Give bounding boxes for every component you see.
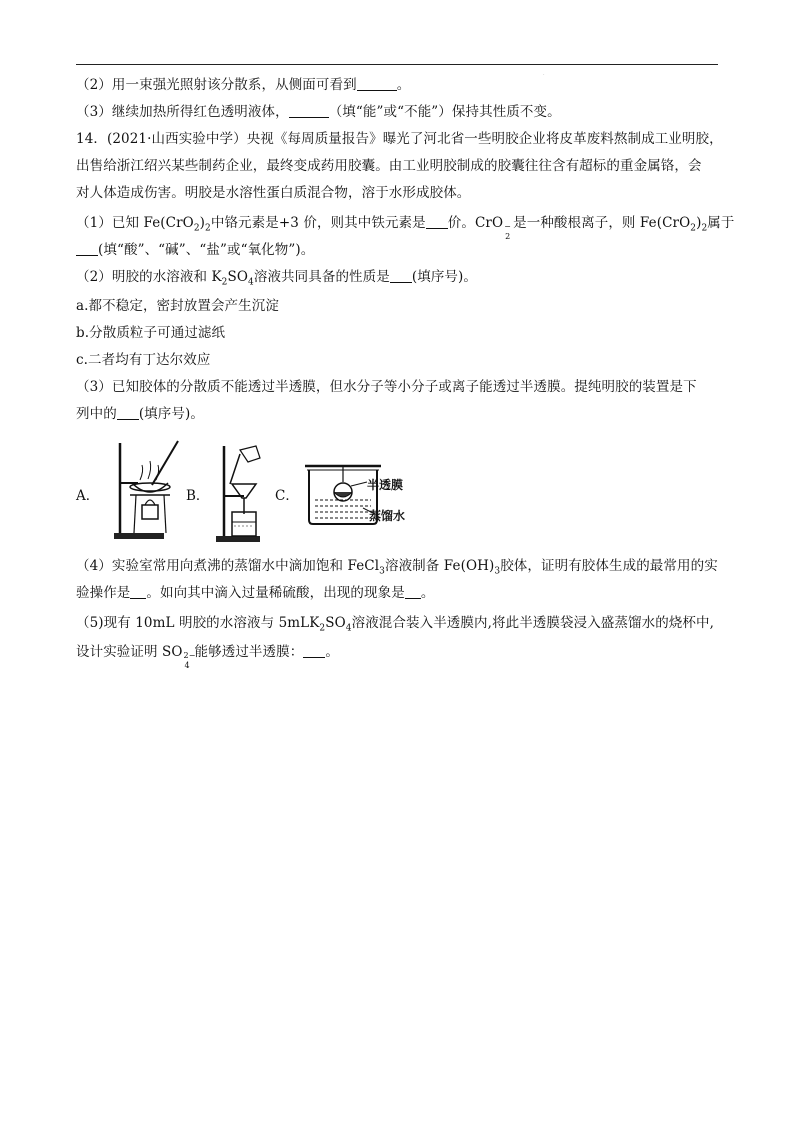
figure-a-label: A．: [76, 488, 100, 504]
sub-question-5-line: （5)现有 10mL 明胶的水溶液与 $5mLK_2SO_4$溶液混合装入半透膜内,将此半透膜袋浸入盛蒸馏水的烧杯中,: [76, 615, 714, 634]
question-3-line: （3）继续加热所得红色透明液体， （填“能”或“不能”）保持其性质不变。: [76, 104, 561, 120]
answer-blank[interactable]: [390, 269, 412, 283]
answer-blank[interactable]: [426, 215, 448, 229]
sub-question-1-line-2: (填“酸”、“碱”、“盐”或“氧化物”)。: [76, 241, 314, 259]
answer-blank[interactable]: [130, 585, 146, 599]
evaporation-apparatus-figure: [100, 435, 182, 545]
answer-blank[interactable]: [76, 242, 98, 256]
filtration-apparatus-figure: [210, 440, 270, 546]
question-2-line: （2）用一束强光照射该分散系，从侧面可看到 。: [76, 77, 411, 93]
sub-question-5-line-2: 设计实验证明 SO 2− 4 能够透过半透膜： 。: [76, 644, 339, 670]
sub-question-4-line: （4）实验室常用向煮沸的蒸馏水中滴加饱和 FeCl$_3$溶液制备 $Fe(OH)_3$胶体，证明有胶体生成的最常用的实: [76, 558, 718, 577]
distilled-water-label: 蒸馏水: [369, 509, 406, 523]
problem-14-stem-2: 出售给浙江绍兴某些制药企业，最终变成药用胶囊。由工业明胶制成的胶囊往往含有超标的重金属铬，会: [76, 158, 702, 174]
problem-14-stem-3: 对人体造成伤害。明胶是水溶性蛋白质混合物，溶于水形成胶体。: [76, 185, 471, 201]
figure-b-label: B．: [186, 488, 210, 504]
sub-question-3-line: （3）已知胶体的分散质不能透过半透膜，但水分子等小分子或离子能透过半透膜。提纯明胶的装置是下: [76, 379, 697, 395]
sub-question-1-line: （1）已知 $Fe(CrO_2)_2$中铬元素是+3 价，则其中铁元素是 价。CrO − 2 是一种酸根离子，则 $Fe(CrO_2)_2$属于: [76, 215, 735, 241]
header-rule: [76, 64, 718, 65]
answer-blank[interactable]: [289, 104, 329, 118]
sub-question-2-line: （2）明胶的水溶液和 $K_2SO_4$溶液共同具备的性质是 (填序号)。: [76, 269, 477, 288]
problem-14-stem-1: 14．(2021·山西实验中学）央视《每周质量报告》曝光了河北省一些明胶企业将皮革废料熬制成工业明胶，: [76, 131, 723, 147]
sub-question-3-line-2: 列中的 (填序号)。: [76, 406, 204, 422]
answer-blank[interactable]: [405, 585, 421, 599]
figure-c-label: C．: [275, 488, 299, 504]
option-b: b.分散质粒子可通过滤纸: [76, 325, 226, 341]
answer-blank[interactable]: [357, 77, 397, 91]
option-c: c.二者均有丁达尔效应: [76, 352, 211, 368]
answer-blank[interactable]: [117, 406, 139, 420]
sub-question-4-line-2: 验操作是 。如向其中滴入过量稀硫酸，出现的现象是 。: [76, 585, 435, 601]
membrane-label: 半透膜: [367, 478, 404, 492]
stray-mark: ·: [543, 72, 545, 78]
option-a: a.都不稳定，密封放置会产生沉淀: [76, 298, 279, 314]
answer-blank[interactable]: [303, 644, 325, 658]
